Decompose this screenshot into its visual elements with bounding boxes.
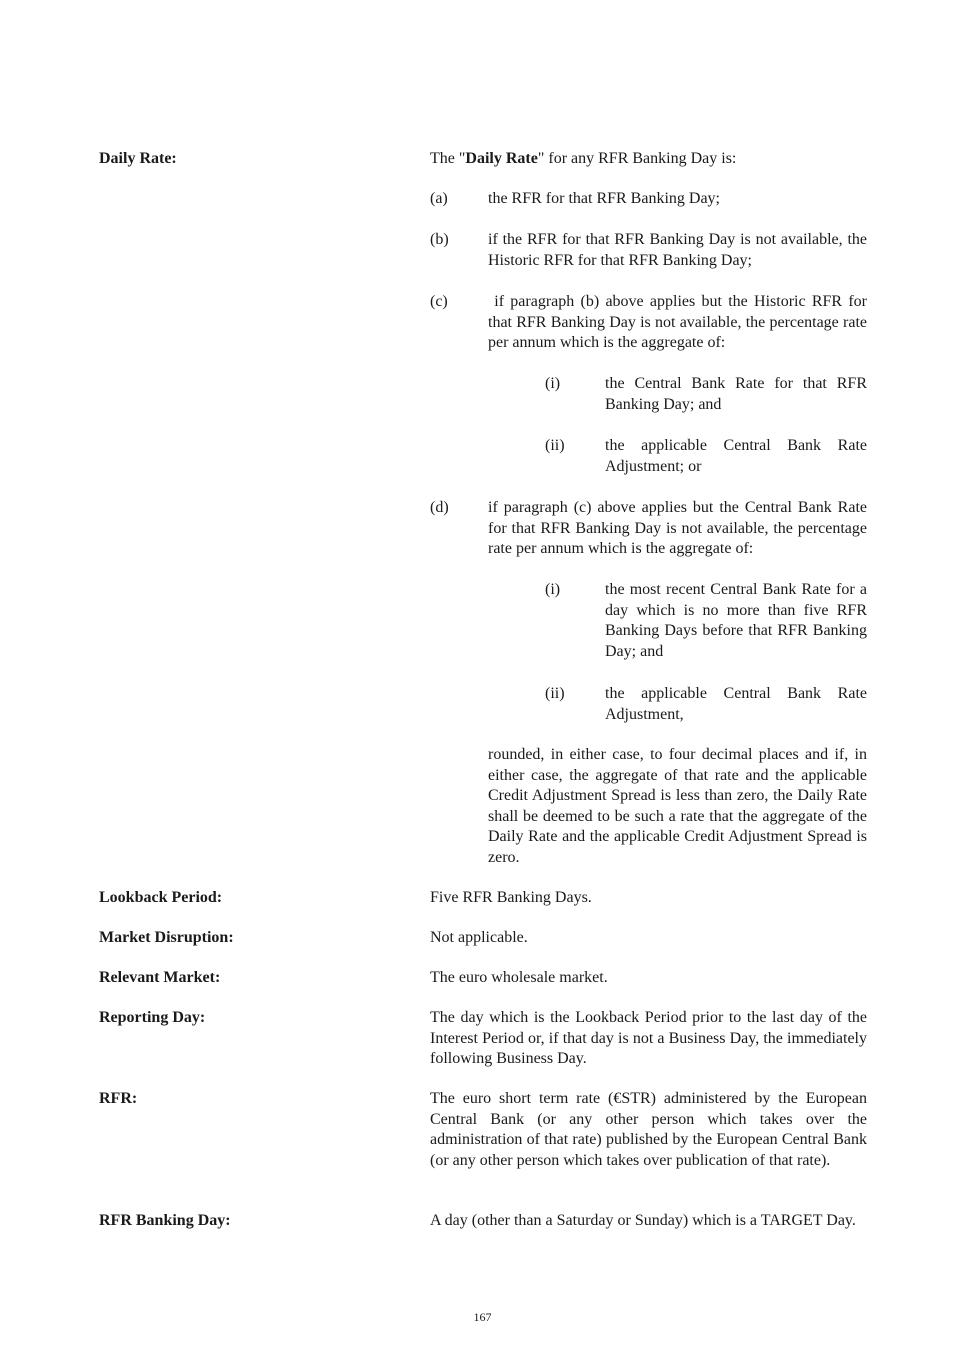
daily-rate-closing: rounded, in either case, to four decimal places and if, in either case, the aggregate of that rate and the applicable Credit Adjustment Spread is less than zero, the Daily Rate shall be deemed to be such a rate that the aggregate of the Daily Rate and the applicable Credit Adjustment Spread is zero. (488, 746, 867, 866)
para-a-label: (a) (430, 190, 448, 207)
rfr-banking-day-text: A day (other than a Saturday or Sunday) which is a TARGET Day. (430, 1212, 856, 1229)
rfr-text: The euro short term rate (€STR) administered by the European Central Bank (or any other person which takes over the administration of that rate) published by the European Central Bank (or any other person which takes over publication of that rate). (430, 1090, 867, 1169)
para-d-i-text: the most recent Central Bank Rate for a day which is no more than five RFR Banking Days before that RFR Banking Day; and (605, 581, 867, 660)
para-c-i-label: (i) (545, 375, 561, 392)
term-relevant-market: Relevant Market: (99, 969, 221, 986)
intro-bold: Daily Rate (465, 150, 538, 167)
para-c-label: (c) (430, 293, 448, 310)
intro-prefix: The " (430, 150, 466, 167)
para-b-text: if the RFR for that RFR Banking Day is not available, the Historic RFR for that RFR Banking Day; (488, 231, 867, 269)
term-daily-rate: Daily Rate: (99, 150, 177, 167)
para-c-ii-text: the applicable Central Bank Rate Adjustment; or (605, 437, 867, 475)
para-d-ii-text: the applicable Central Bank Rate Adjustment, (605, 685, 867, 723)
term-reporting-day: Reporting Day: (99, 1009, 206, 1026)
para-a-text: the RFR for that RFR Banking Day; (488, 190, 720, 207)
para-b-label: (b) (430, 231, 449, 248)
relevant-market-text: The euro wholesale market. (430, 969, 608, 986)
para-c-text: if paragraph (b) above applies but the Historic RFR for that RFR Banking Day is not available, the percentage rate per annum which is the aggregate of: (488, 293, 871, 352)
term-rfr-banking-day: RFR Banking Day: (99, 1212, 231, 1229)
para-d-text: if paragraph (c) above applies but the Central Bank Rate for that RFR Banking Day is not available, the percentage rate per annum which is the aggregate of: (488, 499, 867, 558)
para-c-ii-label: (ii) (545, 437, 565, 454)
term-rfr: RFR: (99, 1090, 138, 1107)
lookback-period-text: Five RFR Banking Days. (430, 889, 592, 906)
term-market-disruption: Market Disruption: (99, 929, 234, 946)
term-lookback-period: Lookback Period: (99, 889, 223, 906)
para-d-ii-label: (ii) (545, 685, 565, 702)
page-number: 167 (473, 1310, 492, 1324)
reporting-day-text: The day which is the Lookback Period prior to the last day of the Interest Period or, if that day is not a Business Day, the immediately following Business Day. (430, 1009, 867, 1068)
para-d-i-label: (i) (545, 581, 561, 598)
market-disruption-text: Not applicable. (430, 929, 528, 946)
para-d-label: (d) (430, 499, 449, 516)
intro-suffix: " for any RFR Banking Day is: (537, 150, 737, 167)
daily-rate-intro (430, 149, 867, 170)
para-c-i-text: the Central Bank Rate for that RFR Banking Day; and (605, 375, 867, 413)
